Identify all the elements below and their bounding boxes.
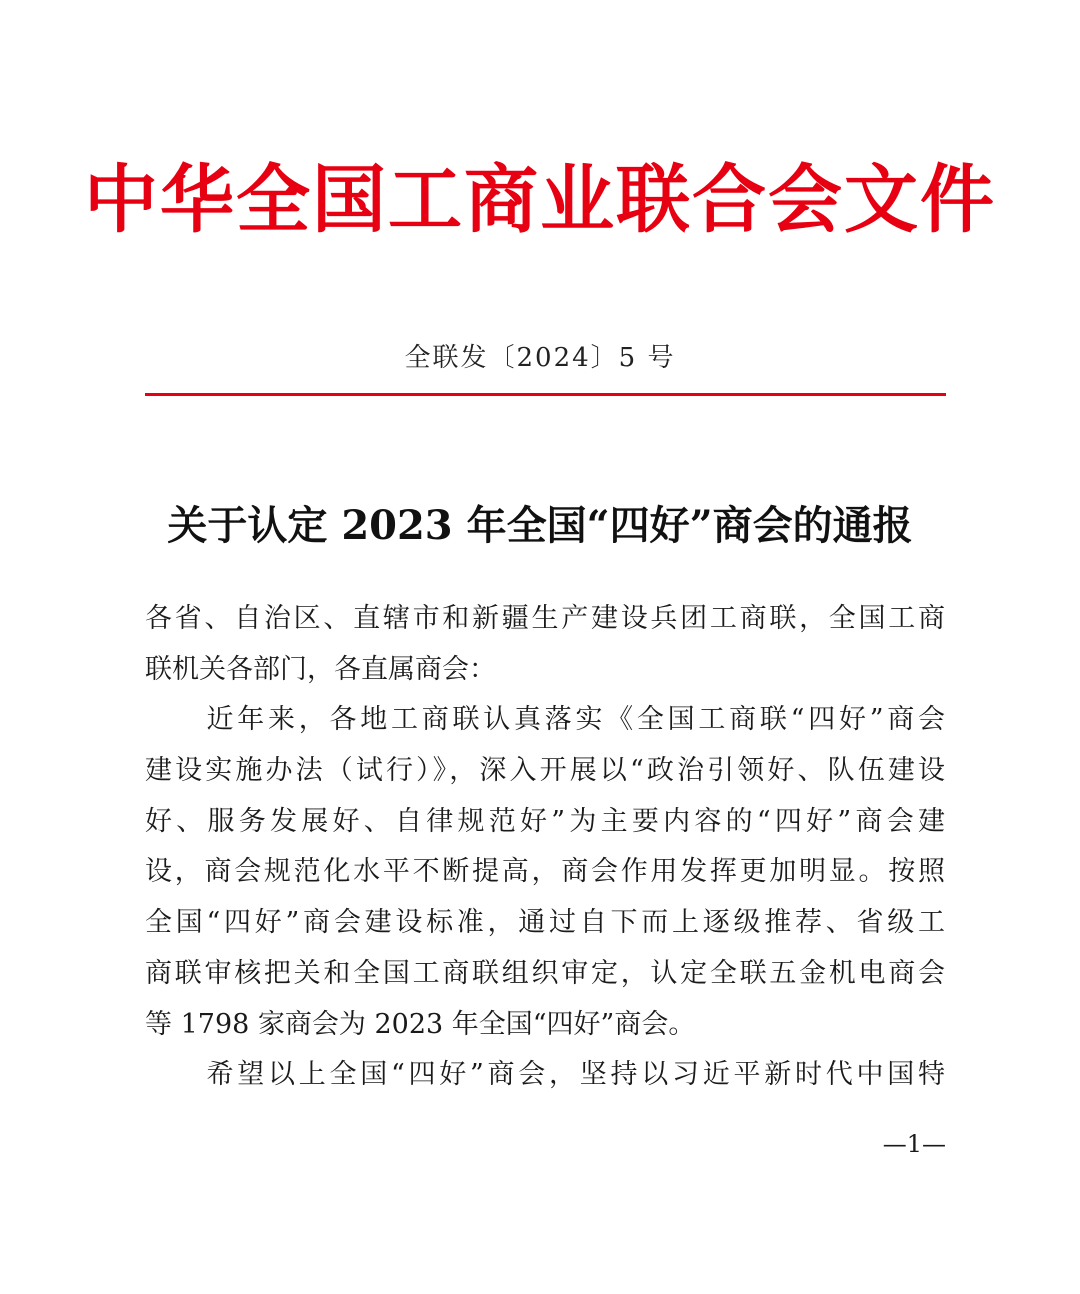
body-line: 设，商会规范化水平不断提高，商会作用发挥更加明显。按照 bbox=[145, 856, 945, 888]
body-line: 建设实施办法（试行）》，深入开展以“政治引领好、队伍建设 bbox=[145, 755, 945, 787]
body-text bbox=[145, 594, 945, 1101]
document-number: 全联发〔2024〕5 号 bbox=[404, 343, 676, 373]
body-line: 商联审核把关和全国工商联组织审定，认定全联五金机电商会 bbox=[145, 957, 945, 989]
body-line: 希望以上全国“四好”商会，坚持以习近平新时代中国特 bbox=[145, 1059, 945, 1091]
body-line: 联机关各部门，各直属商会： bbox=[145, 653, 496, 685]
body-line: 好、服务发展好、自律规范好”为主要内容的“四好”商会建 bbox=[145, 805, 945, 837]
page-number: —1— bbox=[882, 1130, 946, 1158]
body-line: 等 1798 家商会为 2023 年全国“四好”商会。 bbox=[145, 1008, 696, 1040]
red-divider-line bbox=[145, 393, 946, 396]
body-line: 近年来，各地工商联认真落实《全国工商联“四好”商会 bbox=[145, 704, 945, 736]
organization-title: 中华全国工商业联合会文件 bbox=[84, 157, 996, 243]
notice-title: 关于认定 2023 年全国“四好”商会的通报 bbox=[167, 502, 913, 549]
body-line: 全国“四好”商会建设标准，通过自下而上逐级推荐、省级工 bbox=[145, 907, 945, 939]
body-line: 各省、自治区、直辖市和新疆生产建设兵团工商联，全国工商 bbox=[145, 603, 945, 634]
